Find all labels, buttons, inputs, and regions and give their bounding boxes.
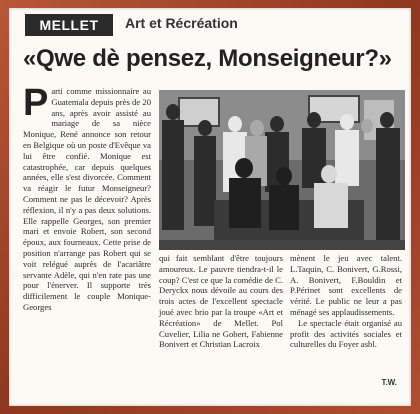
column-3-paragraph-1: mènent le jeu avec talent. L.Taquin, C. Bonivert, G.Rossi, A. Bonivert, F.Bouldin et P.Périnet sont excellents de vérité. Le public ne leur a pas ménagé ses applaudissements. — [290, 253, 402, 317]
photo-image — [159, 90, 405, 250]
article-column-1 — [23, 82, 151, 391]
drop-cap: P — [23, 82, 49, 124]
section-tag: MELLET — [25, 14, 113, 36]
article-column-3 — [290, 253, 402, 393]
author-signature: T.W. — [381, 378, 397, 387]
rubric-title: Art et Récréation — [125, 15, 238, 31]
newspaper-clipping — [9, 8, 411, 406]
column-1-text: arti comme missionnaire au Guatemala depuis près de 20 ans, après avoir assisté au mariage de sa nièce Monique, René annonce son retour en Belgique où un poste d'Evêque va lui être confié. Monique est catastrophée, car depuis quelques années, elle s'est divorcée. Comment va réagir le futur Monseigneur? Comment ne pas le décevoir? Après réflexion, il n'y a pas deux solutions. Elle rappelle Georges, son premier mari et envoie Robert, son second époux, aux fourneaux. Cette prise de position n'arrange pas Robert qui se voit relégué auprès de l'acariâtre servante Adèle, qui n'en rate pas une pour l'énerver. Il supporte très difficilement le couple Monique-Georges — [23, 86, 151, 312]
article-column-2: qui fait semblant d'être toujours amoureux. Le pauvre tiendra-t-il le coup? C'est ce que la comédie de C. Deryckx nous dévoile au cours des trois actes de l'excellent spectacle joué avec brio par la troupe «Art et Récréation» de Mellet. Pol Cuvelier, Lilia ne Gobert, Fabienne Bonivert et Christian Lacroix — [159, 253, 283, 350]
group-photo — [159, 90, 405, 250]
column-3-paragraph-2: Le spectacle était organisé au profit des activités sociales et culturelles du Foyer asbl. — [290, 317, 402, 350]
headline: «Qwe dè pensez, Monseigneur?» — [23, 45, 392, 72]
